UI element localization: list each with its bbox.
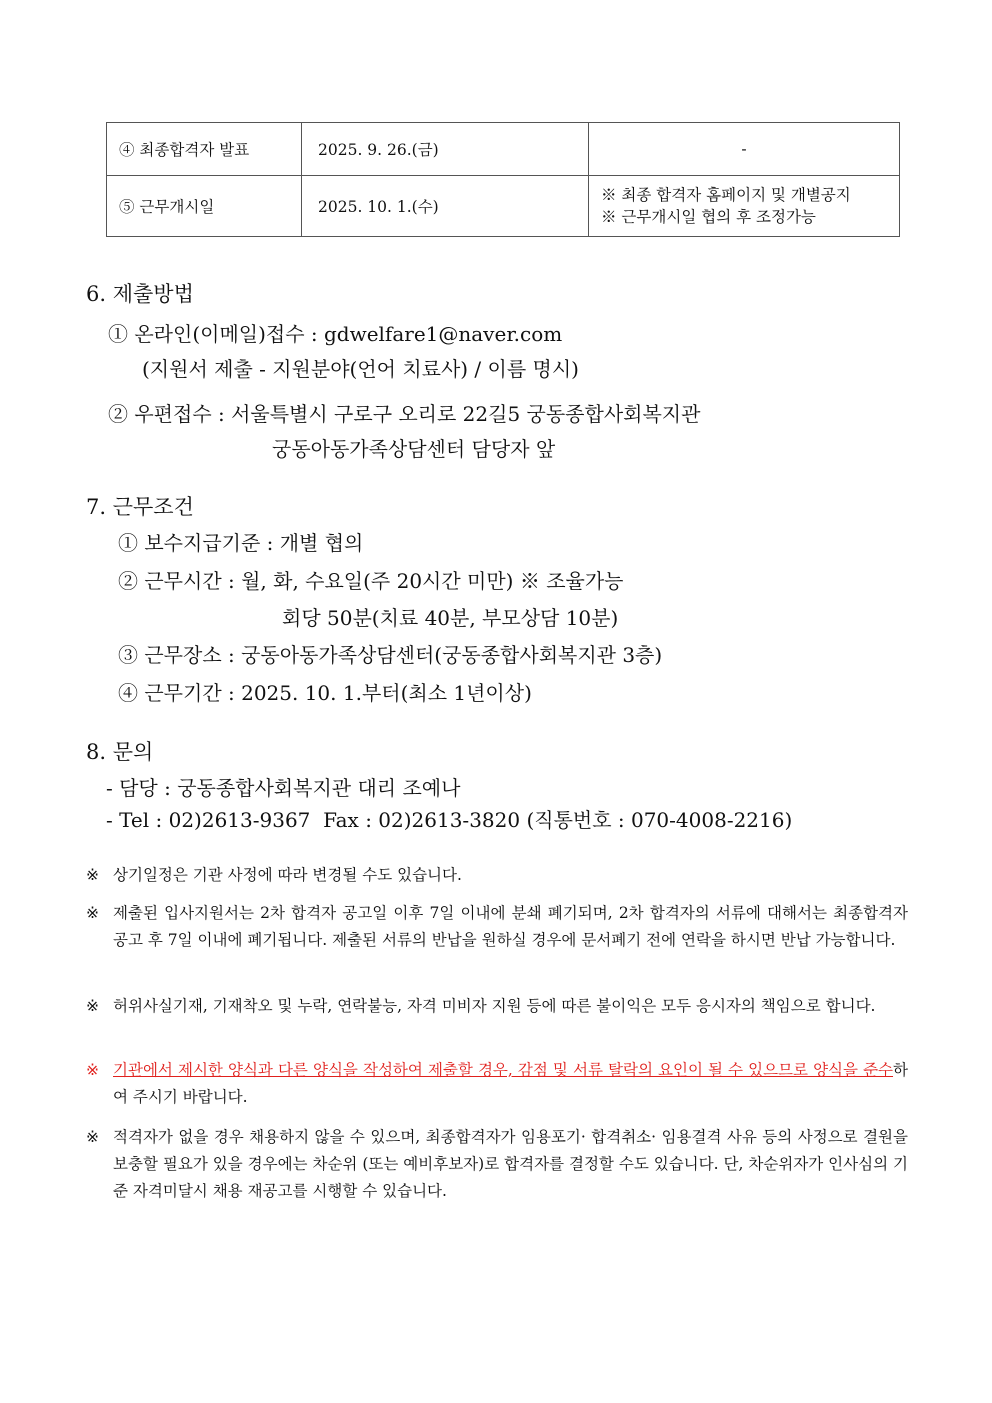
submission-post-cont: 궁동아동가족상담센터 담당자 앞 xyxy=(272,437,556,461)
contact-phone: - Tel : 02)2613-9367 Fax : 02)2613-3820 (직통번호 : 070-4008-2216) xyxy=(106,808,793,832)
condition-pay: ① 보수지급기준 : 개별 협의 xyxy=(118,531,364,555)
table-row xyxy=(107,176,900,237)
schedule-step: ⑤ 근무개시일 xyxy=(107,176,302,237)
note-mark: ※ xyxy=(86,997,99,1015)
condition-hours-cont: 회당 50분(치료 40분, 부모상담 10분) xyxy=(282,606,619,630)
condition-period: ④ 근무기간 : 2025. 10. 1.부터(최소 1년이상) xyxy=(118,681,532,705)
section-8-title: 8. 문의 xyxy=(86,740,154,764)
section-7-title: 7. 근무조건 xyxy=(86,495,194,519)
note-mark: ※ xyxy=(86,1128,99,1146)
note-mark: ※ xyxy=(86,866,99,884)
note-3 xyxy=(86,993,908,1020)
note-1 xyxy=(86,862,908,889)
submission-post: ② 우편접수 : 서울특별시 구로구 오리로 22길5 궁동종합사회복지관 xyxy=(108,402,701,426)
note-5 xyxy=(86,1124,908,1205)
schedule-note-line: ※ 최종 합격자 홈페이지 및 개별공지 xyxy=(601,186,851,204)
schedule-date: 2025. 10. 1.(수) xyxy=(302,176,589,237)
condition-place: ③ 근무장소 : 궁동아동가족상담센터(궁동종합사회복지관 3층) xyxy=(118,643,663,667)
schedule-note-line: ※ 근무개시일 협의 후 조정가능 xyxy=(601,208,816,226)
note-text: 상기일정은 기관 사정에 따라 변경될 수도 있습니다. xyxy=(113,866,462,884)
submission-online: ① 온라인(이메일)접수 : gdwelfare1@naver.com xyxy=(108,322,563,346)
note-text: 제출된 입사지원서는 2차 합격자 공고일 이후 7일 이내에 분쇄 폐기되며, 2차 합격자의 서류에 대해서는 최종합격자 공고 후 7일 이내에 폐기됩니다. 제출된 서류의 반납을 원하실 경우에 문서폐기 전에 연락을 하시면 반납 가능합니다. xyxy=(113,904,908,949)
note-text: 적격자가 없을 경우 채용하지 않을 수 있으며, 최종합격자가 임용포기· 합격취소· 임용결격 사유 등의 사정으로 결원을 보충할 필요가 있을 경우에는 차순위 (또는 예비후보자)로 합격자를 결정할 수도 있습니다. 단, 차순위자가 인사심의 기준 자격미달시 채용 재공고를 시행할 수 있습니다. xyxy=(113,1128,908,1200)
note-mark: ※ xyxy=(86,904,99,922)
schedule-table xyxy=(106,122,900,237)
note-text-rest: 하여 주시기 바랍니다. xyxy=(113,1061,908,1106)
warning-text: 기관에서 제시한 양식과 다른 양식을 작성하여 제출할 경우, 감점 및 서류 탈락의 요인이 될 수 있으므로 양식을 준수 xyxy=(113,1061,894,1079)
note-mark: ※ xyxy=(86,1061,99,1079)
section-6-title: 6. 제출방법 xyxy=(86,282,194,306)
note-2 xyxy=(86,900,908,954)
schedule-note: - xyxy=(589,123,900,176)
table-row xyxy=(107,123,900,176)
submission-online-note: (지원서 제출 - 지원분야(언어 치료사) / 이름 명시) xyxy=(142,357,579,381)
schedule-step: ④ 최종합격자 발표 xyxy=(107,123,302,176)
note-text: 허위사실기재, 기재착오 및 누락, 연락불능, 자격 미비자 지원 등에 따른 불이익은 모두 응시자의 책임으로 합니다. xyxy=(113,997,876,1015)
note-text xyxy=(113,1057,908,1111)
schedule-date: 2025. 9. 26.(금) xyxy=(302,123,589,176)
contact-person: - 담당 : 궁동종합사회복지관 대리 조예나 xyxy=(106,776,461,800)
schedule-note xyxy=(589,176,900,237)
condition-hours: ② 근무시간 : 월, 화, 수요일(주 20시간 미만) ※ 조율가능 xyxy=(118,569,624,593)
note-4 xyxy=(86,1057,908,1111)
